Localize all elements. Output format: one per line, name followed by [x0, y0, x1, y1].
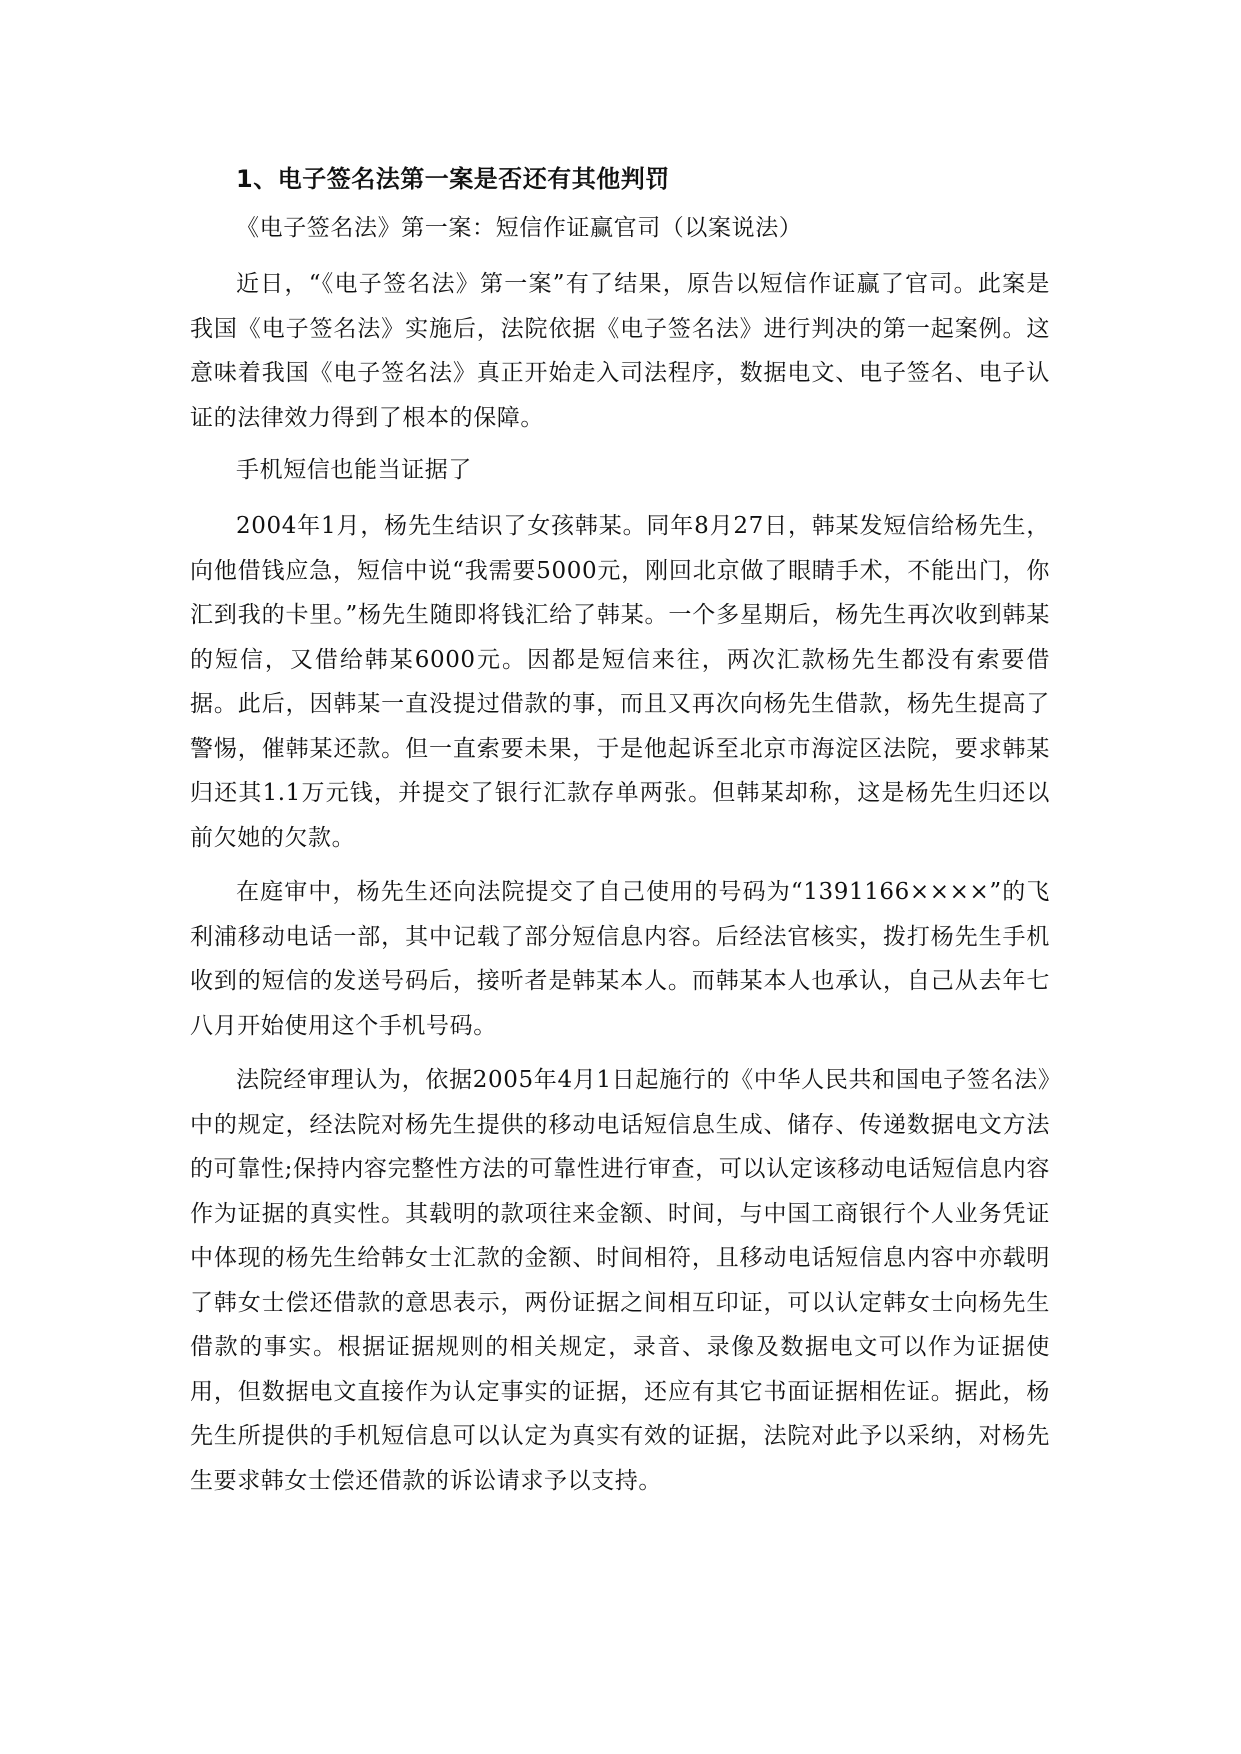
section-heading: 1、电子签名法第一案是否还有其他判罚: [236, 165, 670, 193]
article-title: 《电子签名法》第一案：短信作证赢官司（以案说法）: [236, 215, 803, 241]
paragraph-judgment: 法院经审理认为，依据2005年4月1日起施行的《中华人民共和国电子签名法》中的规定，经法院对杨先生提供的移动电话短信息生成、储存、传递数据电文方法的可靠性;保持内容完整性方法的可靠性进行审查，可以认定该移动电话短信息内容作为证据的真实性。其载明的款项往来金额、时间，与中国工商银行个人业务凭证中体现的杨先生给韩女士汇款的金额、时间相符，且移动电话短信息内容中亦载明了韩女士偿还借款的意思表示，两份证据之间相互印证，可以认定韩女士向杨先生借款的事实。根据证据规则的相关规定，录音、录像及数据电文可以作为证据使用，但数据电文直接作为认定事实的证据，还应有其它书面证据相佐证。据此，杨先生所提供的手机短信息可以认定为真实有效的证据，法院对此予以采纳，对杨先生要求韩女士偿还借款的诉讼请求予以支持。: [190, 1067, 1050, 1494]
subheading-sms-evidence: 手机短信也能当证据了: [236, 457, 472, 483]
document-body: [190, 158, 1050, 1513]
paragraph-intro: 近日，“《电子签名法》第一案”有了结果，原告以短信作证赢了官司。此案是我国《电子签名法》实施后，法院依据《电子签名法》进行判决的第一起案例。这意味着我国《电子签名法》真正开始走入司法程序，数据电文、电子签名、电子认证的法律效力得到了根本的保障。: [190, 271, 1050, 431]
paragraph-trial: 在庭审中，杨先生还向法院提交了自己使用的号码为“1391166××××”的飞利浦移动电话一部，其中记载了部分短信息内容。后经法官核实，拨打杨先生手机收到的短信的发送号码后，接听者是韩某本人。而韩某本人也承认，自己从去年七八月开始使用这个手机号码。: [190, 879, 1050, 1039]
paragraph-case-facts: 2004年1月，杨先生结识了女孩韩某。同年8月27日，韩某发短信给杨先生，向他借钱应急，短信中说“我需要5000元，刚回北京做了眼睛手术，不能出门，你汇到我的卡里。”杨先生随即将钱汇给了韩某。一个多星期后，杨先生再次收到韩某的短信，又借给韩某6000元。因都是短信来往，两次汇款杨先生都没有索要借据。此后，因韩某一直没提过借款的事，而且又再次向杨先生借款，杨先生提高了警惕，催韩某还款。但一直索要未果，于是他起诉至北京市海淀区法院，要求韩某归还其1.1万元钱，并提交了银行汇款存单两张。但韩某却称，这是杨先生归还以前欠她的欠款。: [190, 513, 1050, 851]
